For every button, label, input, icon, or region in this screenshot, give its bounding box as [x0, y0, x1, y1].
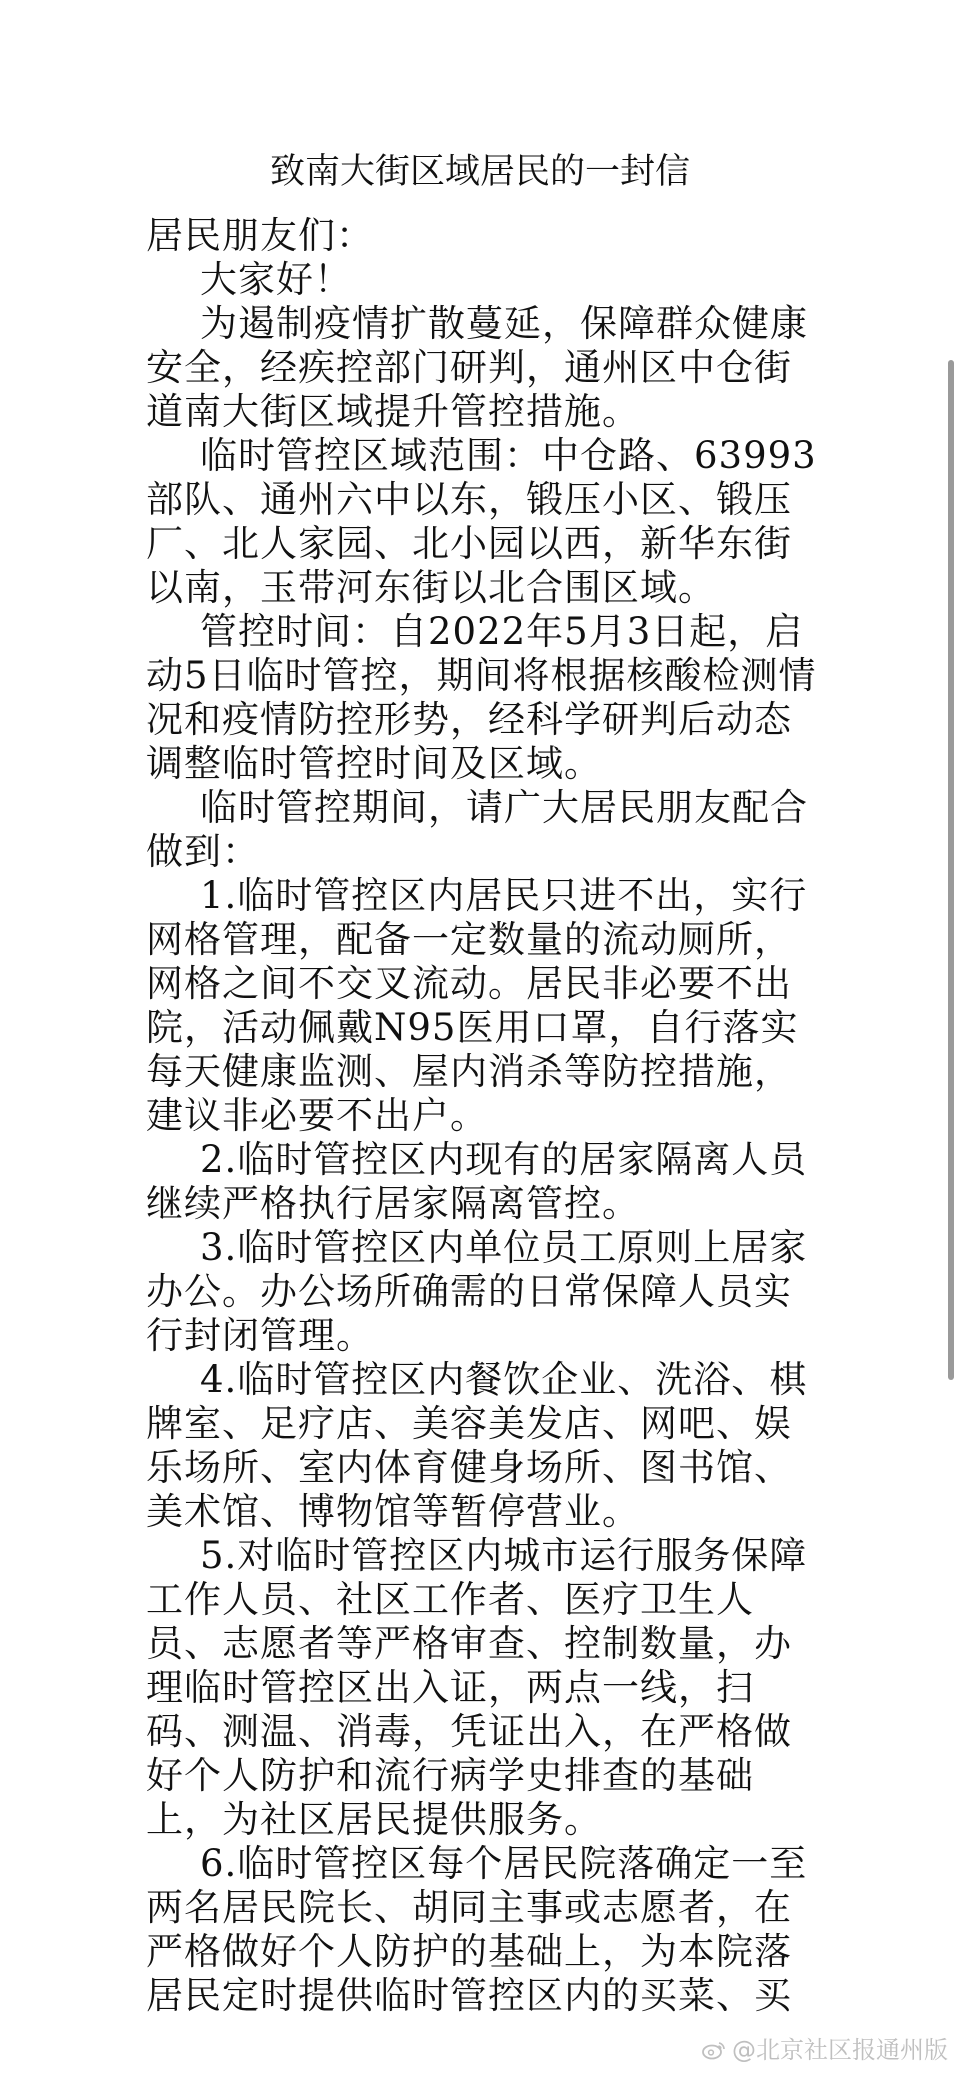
list-item: 5.对临时管控区内城市运行服务保障工作人员、社区工作者、医疗卫生人员、志愿者等严格审查、控制数量，办理临时管控区出入证，两点一线，扫码、测温、消毒，凭证出入，在严格做好个人防护和流行病学史排查的基础上，为社区居民提供服务。: [146, 1534, 808, 1841]
paragraph: 为遏制疫情扩散蔓延，保障群众健康安全，经疾控部门研判，通州区中仓街道南大街区域提升管控措施。: [146, 302, 808, 433]
paragraph: 临时管控期间，请广大居民朋友配合做到：: [146, 786, 808, 873]
list-item: 3.临时管控区内单位员工原则上居家办公。办公场所确需的日常保障人员实行封闭管理。: [146, 1226, 808, 1357]
scrollbar[interactable]: [948, 360, 954, 1380]
greeting: 居民朋友们：: [146, 214, 374, 257]
letter-title: 致南大街区域居民的一封信: [269, 152, 690, 192]
paragraph: 临时管控区域范围：中仓路、63993部队、通州六中以东，锻压小区、锻压厂、北人家园、北小园以西，新华东街以南，玉带河东街以北合围区域。: [146, 434, 817, 609]
list-item: 1.临时管控区内居民只进不出，实行网格管理，配备一定数量的流动厕所，网格之间不交叉流动。居民非必要不出院，活动佩戴N95医用口罩，自行落实每天健康监测、屋内消杀等防控措施，建议非必要不出户。: [146, 874, 808, 1137]
letter-body: [146, 214, 820, 2018]
paragraph: 管控时间：自2022年5月3日起，启动5日临时管控，期间将根据核酸检测情况和疫情防控形势，经科学研判后动态调整临时管控时间及区域。: [146, 610, 817, 785]
watermark: [702, 2030, 948, 2065]
weibo-icon: [702, 2038, 726, 2058]
watermark-text: @北京社区报通州版: [732, 2036, 948, 2064]
list-item: 6.临时管控区每个居民院落确定一至两名居民院长、胡同主事或志愿者，在严格做好个人防护的基础上，为本院落居民定时提供临时管控区内的买菜、买: [146, 1842, 808, 2017]
list-item: 4.临时管控区内餐饮企业、洗浴、棋牌室、足疗店、美容美发店、网吧、娱乐场所、室内体育健身场所、图书馆、美术馆、博物馆等暂停营业。: [146, 1358, 808, 1533]
list-item: 2.临时管控区内现有的居家隔离人员继续严格执行居家隔离管控。: [146, 1138, 808, 1225]
paragraph: 大家好！: [200, 258, 352, 301]
